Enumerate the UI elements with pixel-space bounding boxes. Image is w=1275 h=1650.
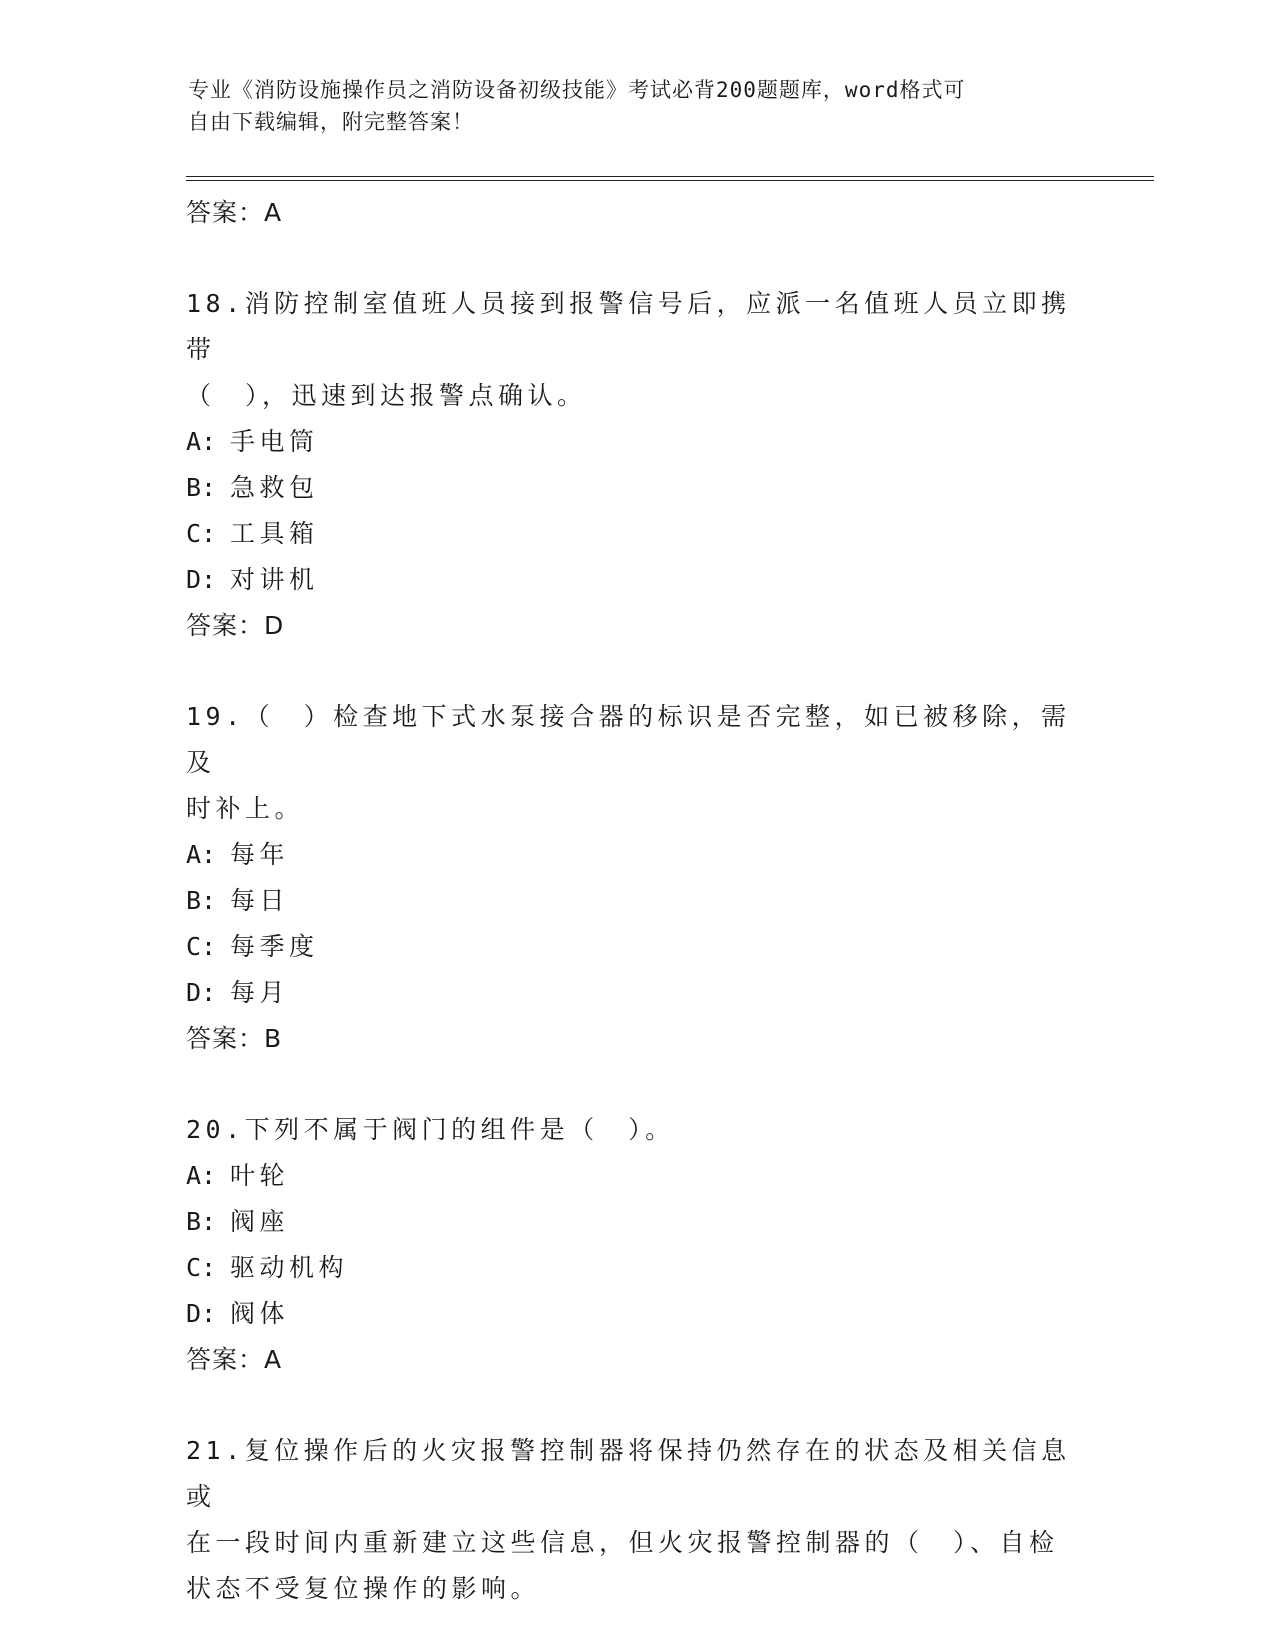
question-stem: 21.复位操作后的火灾报警控制器将保持仍然存在的状态及相关信息或 xyxy=(186,1436,1071,1511)
option-c xyxy=(186,924,1086,970)
option-key: B: xyxy=(186,1207,217,1236)
option-text: 阀体 xyxy=(230,1299,290,1328)
answer-line: 答案：B xyxy=(186,1024,283,1053)
question-20 xyxy=(186,1107,1086,1383)
option-d xyxy=(186,970,1086,1016)
option-key: A: xyxy=(186,1161,217,1190)
spacer xyxy=(186,1383,1086,1428)
option-key: A: xyxy=(186,840,217,869)
document-header xyxy=(188,74,1088,138)
option-text: 急救包 xyxy=(230,473,319,502)
option-b xyxy=(186,878,1086,924)
option-c xyxy=(186,1245,1086,1291)
spacer xyxy=(186,649,1086,694)
option-key: A: xyxy=(186,427,217,456)
header-line-1: 专业《消防设施操作员之消防设备初级技能》考试必背200题题库，word格式可 xyxy=(188,78,966,102)
option-text: 每日 xyxy=(230,886,290,915)
question-stem: 20.下列不属于阀门的组件是（ ）。 xyxy=(186,1115,675,1144)
option-key: D: xyxy=(186,978,217,1007)
question-stem: 状态不受复位操作的影响。 xyxy=(186,1574,541,1603)
option-text: 对讲机 xyxy=(230,565,319,594)
option-key: C: xyxy=(186,519,217,548)
option-key: C: xyxy=(186,1253,217,1282)
option-a xyxy=(186,419,1086,465)
option-text: 驱动机构 xyxy=(230,1253,349,1282)
spacer xyxy=(186,1062,1086,1107)
answer-line: 答案：D xyxy=(186,611,285,640)
header-divider xyxy=(186,176,1154,181)
question-stem: 时补上。 xyxy=(186,794,305,823)
question-list xyxy=(186,190,1086,1612)
option-text: 每月 xyxy=(230,978,290,1007)
question-18 xyxy=(186,281,1086,649)
option-key: B: xyxy=(186,886,217,915)
question-21 xyxy=(186,1428,1086,1612)
option-text: 工具箱 xyxy=(230,519,319,548)
option-d xyxy=(186,557,1086,603)
option-a xyxy=(186,1153,1086,1199)
option-key: D: xyxy=(186,1299,217,1328)
option-text: 手电筒 xyxy=(230,427,319,456)
option-d xyxy=(186,1291,1086,1337)
option-c xyxy=(186,511,1086,557)
question-stem: 18.消防控制室值班人员接到报警信号后，应派一名值班人员立即携带 xyxy=(186,289,1071,364)
option-key: B: xyxy=(186,473,217,502)
option-key: C: xyxy=(186,932,217,961)
option-text: 每季度 xyxy=(230,932,319,961)
option-b xyxy=(186,1199,1086,1245)
previous-answer: 答案：A xyxy=(186,198,283,227)
option-b xyxy=(186,465,1086,511)
question-stem: 19.（ ）检查地下式水泵接合器的标识是否完整，如已被移除，需及 xyxy=(186,702,1071,777)
question-stem: （ ），迅速到达报警点确认。 xyxy=(186,381,587,410)
question-stem: 在一段时间内重新建立这些信息，但火灾报警控制器的（ ）、自检 xyxy=(186,1528,1059,1557)
option-text: 每年 xyxy=(230,840,290,869)
option-key: D: xyxy=(186,565,217,594)
answer-line: 答案：A xyxy=(186,1345,283,1374)
option-text: 阀座 xyxy=(230,1207,290,1236)
option-a xyxy=(186,832,1086,878)
spacer xyxy=(186,236,1086,281)
header-line-2: 自由下载编辑，附完整答案！ xyxy=(188,110,474,134)
question-19 xyxy=(186,694,1086,1062)
option-text: 叶轮 xyxy=(230,1161,290,1190)
